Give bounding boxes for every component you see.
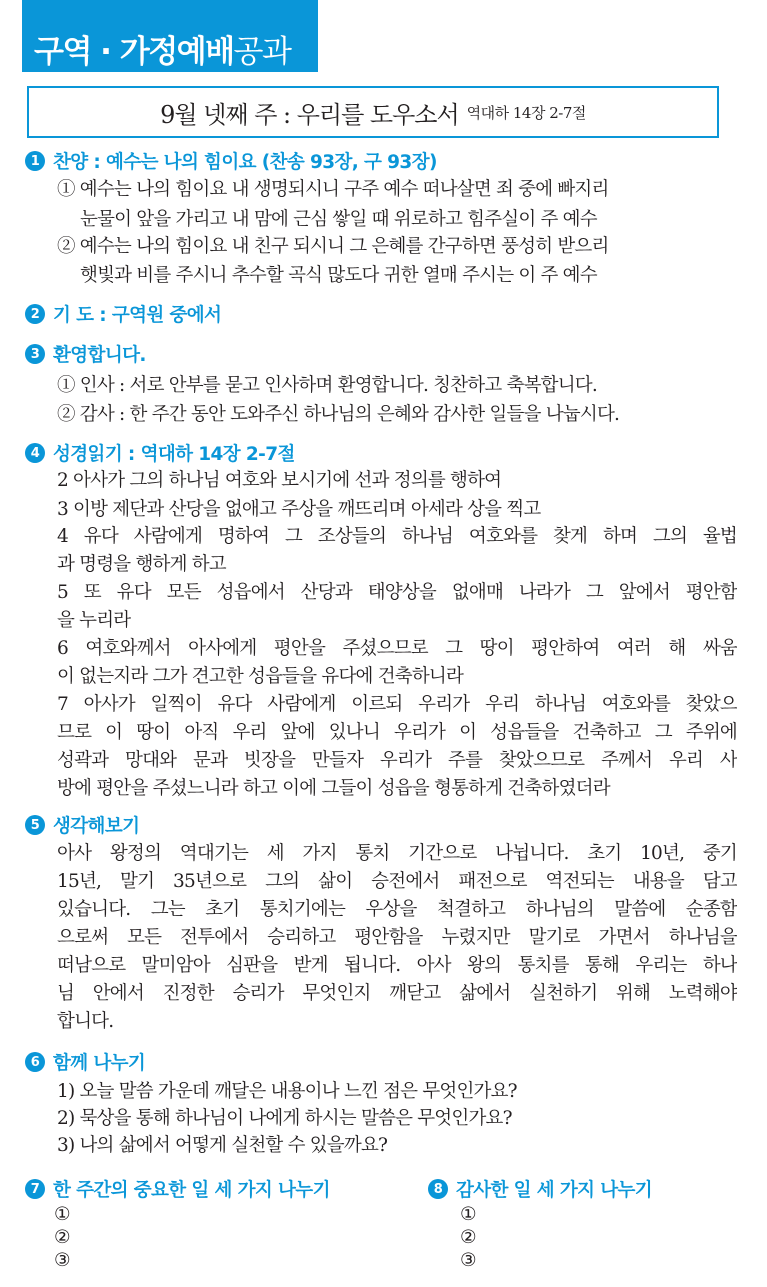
hymn-verse-line: ① 예수는 나의 힘이요 내 생명되시니 구주 예수 떠나살면 죄 중에 빠지리 — [57, 179, 609, 200]
section-7-heading — [25, 1176, 330, 1202]
scripture-line: 성곽과 망대와 문과 빗장을 만들자 우리가 주를 찾았으므로 주께서 우리 사 — [57, 750, 737, 771]
greeting-line: ② 감사 : 한 주간 동안 도와주신 하나님의 은혜와 감사한 일들을 나눕시다. — [57, 404, 620, 425]
scripture-line: 므로 이 땅이 아직 우리 앞에 있나니 우리가 이 성읍들을 건축하고 그 주위에 — [57, 722, 737, 743]
scripture-line: 방에 평안을 주셨느니라 하고 이에 그들이 성읍을 형통하게 건축하였더라 — [57, 778, 610, 799]
scripture-line: 과 명령을 행하게 하고 — [57, 554, 226, 575]
weekly-item-blank: ③ — [54, 1250, 70, 1271]
lesson-title: 9월 넷째 주 : 우리를 도우소서 — [160, 100, 459, 129]
thanks-item-blank: ③ — [460, 1250, 476, 1271]
reflection-line: 15년, 말기 35년으로 그의 삶이 승전에서 패전으로 역전되는 내용을 담고 — [57, 871, 737, 892]
section-8-title: 감사한 일 세 가지 나누기 — [456, 1180, 653, 1201]
section-4-title: 성경읽기 : 역대하 14장 2-7절 — [53, 444, 295, 465]
scripture-line: 이 없는지라 그가 견고한 성읍들을 유다에 건축하니라 — [57, 666, 464, 687]
section-7-title: 한 주간의 중요한 일 세 가지 나누기 — [53, 1180, 330, 1201]
section-1-heading — [25, 148, 437, 174]
thanks-item-blank: ② — [460, 1227, 476, 1248]
hymn-verse-line: ② 예수는 나의 힘이요 내 친구 되시니 그 은혜를 간구하면 풍성히 받으리 — [57, 236, 609, 257]
sharing-question: 2) 묵상을 통해 하나님이 나에게 하시는 말씀은 무엇인가요? — [57, 1108, 512, 1129]
sharing-question: 1) 오늘 말씀 가운데 깨달은 내용이나 느낀 점은 무엇인가요? — [57, 1081, 517, 1102]
section-8-heading — [428, 1176, 652, 1202]
reflection-line: 합니다. — [57, 1011, 114, 1032]
section-8-number-badge: 8 — [428, 1179, 448, 1199]
page-header-tab — [22, 0, 318, 72]
reflection-line: 떠남으로 말미암아 심판을 받게 됩니다. 아사 왕의 통치를 통해 우리는 하나 — [57, 955, 737, 976]
section-3-title: 환영합니다. — [53, 345, 146, 366]
reflection-line: 님 안에서 진정한 승리가 무엇인지 깨닫고 삶에서 실천하기 위해 노력해야 — [57, 983, 737, 1004]
section-5-number-badge: 5 — [25, 815, 45, 835]
weekly-item-blank: ② — [54, 1227, 70, 1248]
scripture-line: 6 여호와께서 아사에게 평안을 주셨으므로 그 땅이 평안하여 여러 해 싸움 — [57, 638, 737, 659]
scripture-line: 을 누리라 — [57, 610, 131, 631]
greeting-line: ① 인사 : 서로 안부를 묻고 인사하며 환영합니다. 칭찬하고 축복합니다. — [57, 375, 597, 396]
section-4-number-badge: 4 — [25, 443, 45, 463]
thanks-item-blank: ① — [460, 1204, 476, 1225]
section-5-heading — [25, 812, 139, 838]
section-2-heading — [25, 301, 221, 327]
header-title-bold: 구역 · 가정예배 — [34, 34, 234, 70]
reflection-line: 아사 왕정의 역대기는 세 가지 통치 기간으로 나뉩니다. 초기 10년, 중기 — [57, 843, 737, 864]
section-1-title: 찬양 : 예수는 나의 힘이요 (찬송 93장, 구 93장) — [53, 152, 437, 173]
section-2-title: 기 도 : 구역원 중에서 — [53, 305, 222, 326]
section-3-number-badge: 3 — [25, 344, 45, 364]
scripture-line: 3 이방 제단과 산당을 없애고 주상을 깨뜨리며 아세라 상을 찍고 — [57, 499, 541, 520]
reflection-line: 으로써 모든 전투에서 승리하고 평안함을 누렸지만 말기로 가면서 하나님을 — [57, 927, 737, 948]
section-6-heading — [25, 1049, 145, 1075]
reflection-line: 있습니다. 그는 초기 통치기에는 우상을 척결하고 하나님의 말씀에 순종함 — [57, 899, 737, 920]
lesson-reference: 역대하 14장 2-7절 — [466, 103, 586, 122]
lesson-title-box — [27, 86, 719, 138]
scripture-line: 5 또 유다 모든 성읍에서 산당과 태양상을 없애매 나라가 그 앞에서 평안함 — [57, 582, 737, 603]
section-6-number-badge: 6 — [25, 1052, 45, 1072]
scripture-line: 2 아사가 그의 하나님 여호와 보시기에 선과 정의를 행하여 — [57, 470, 502, 491]
section-7-number-badge: 7 — [25, 1179, 45, 1199]
scripture-line: 4 유다 사람에게 명하여 그 조상들의 하나님 여호와를 찾게 하며 그의 율법 — [57, 526, 737, 547]
weekly-item-blank: ① — [54, 1204, 70, 1225]
section-3-heading — [25, 341, 146, 367]
header-title-light: 공과 — [233, 34, 291, 70]
section-5-title: 생각해보기 — [53, 816, 140, 837]
section-4-heading — [25, 440, 295, 466]
hymn-verse-line: 햇빛과 비를 주시니 추수할 곡식 많도다 귀한 열매 주시는 이 주 예수 — [80, 265, 597, 286]
section-2-number-badge: 2 — [25, 304, 45, 324]
sharing-question: 3) 나의 삶에서 어떻게 실천할 수 있을까요? — [57, 1135, 388, 1156]
scripture-line: 7 아사가 일찍이 유다 사람에게 이르되 우리가 우리 하나님 여호와를 찾았으 — [57, 694, 737, 715]
hymn-verse-line: 눈물이 앞을 가리고 내 맘에 근심 쌓일 때 위로하고 힘주실이 주 예수 — [80, 209, 597, 230]
section-6-title: 함께 나누기 — [53, 1053, 146, 1074]
section-1-number-badge: 1 — [25, 151, 45, 171]
